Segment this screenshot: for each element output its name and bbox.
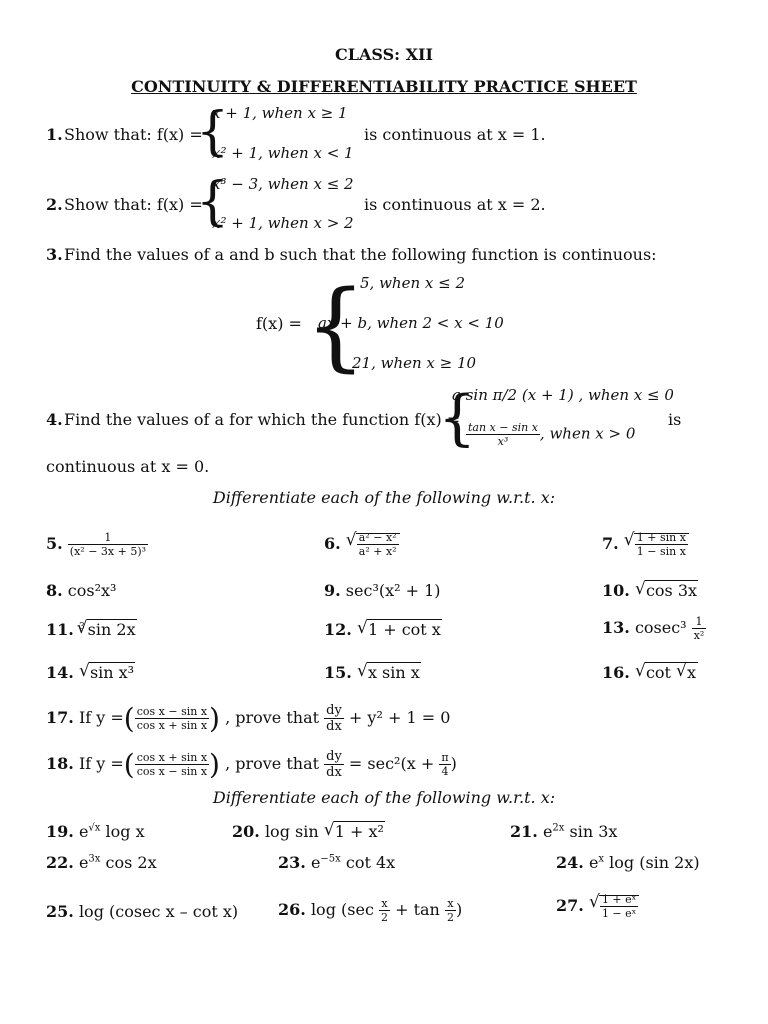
base: e bbox=[310, 853, 321, 872]
expression: log x bbox=[100, 822, 145, 841]
case-2: ax + b, when 2 < x < 10 bbox=[318, 314, 504, 332]
question-tail: is bbox=[668, 410, 682, 429]
question-21 bbox=[510, 822, 617, 841]
dy: dy bbox=[326, 703, 342, 718]
section-heading: Differentiate each of the following w.r.t. x: bbox=[212, 788, 556, 807]
case-1: a sin π/2 (x + 1) , when x ≤ 0 bbox=[452, 386, 674, 404]
question-number: 19. bbox=[46, 822, 74, 841]
question-5 bbox=[46, 532, 148, 557]
inner-expression: 1 + x² bbox=[334, 822, 384, 841]
expression: log (sin 2x) bbox=[604, 853, 700, 872]
expression: log (cosec x – cot x) bbox=[78, 902, 239, 921]
expression: cos 3x bbox=[645, 581, 698, 600]
question-13 bbox=[602, 616, 706, 641]
denominator: cos x − sin x bbox=[136, 765, 208, 778]
question-6 bbox=[324, 532, 400, 557]
left-brace: { bbox=[196, 102, 230, 162]
expression: sin 3x bbox=[564, 822, 618, 841]
question-number: 12. bbox=[324, 620, 352, 639]
class-label: CLASS: XII bbox=[334, 45, 433, 64]
question-number: 10. bbox=[602, 581, 630, 600]
question-14 bbox=[46, 663, 135, 682]
case-1: 5, when x ≤ 2 bbox=[360, 274, 465, 292]
denominator: x² bbox=[693, 629, 705, 642]
question-18: 18. If y =( $\frac{\text{cos x + sin x}}{\text{cos x − sin x}}$ ) , prove that $\frac{dy}{dx}$ = sec²(x + $\frac{\pi}{4}$ ) bbox=[46, 748, 457, 781]
question-11 bbox=[46, 620, 137, 639]
question-number: 22. bbox=[46, 853, 74, 872]
case-3: 21, when x ≥ 10 bbox=[352, 354, 477, 372]
base: e bbox=[78, 822, 89, 841]
question-tail: is continuous at x = 1. bbox=[364, 125, 546, 144]
question-27 bbox=[556, 894, 639, 919]
denominator: 2 bbox=[381, 911, 388, 924]
question-16 bbox=[602, 663, 698, 682]
case-2-numerator: tan x − sin x bbox=[468, 421, 538, 434]
expression: cosec³ bbox=[634, 618, 687, 637]
denominator: cos x + sin x bbox=[136, 719, 208, 732]
expression: 1 + cot x bbox=[367, 620, 441, 639]
numerator: √ 1 + sin x bbox=[636, 531, 686, 544]
dx: dx bbox=[326, 719, 342, 734]
question-number: 20. bbox=[232, 822, 260, 841]
expression: log sin bbox=[264, 822, 324, 841]
numerator: cos x + sin x bbox=[136, 751, 208, 764]
question-7 bbox=[602, 532, 689, 557]
pi-denominator: 4 bbox=[441, 765, 449, 778]
question-12 bbox=[324, 620, 442, 639]
expression: sin 2x bbox=[87, 620, 136, 639]
question-number: 13. bbox=[602, 618, 630, 637]
dx: dx bbox=[326, 765, 342, 780]
base: e bbox=[588, 853, 599, 872]
case-2: x² + 1, when x > 2 bbox=[212, 214, 354, 232]
numerator: cos x − sin x bbox=[136, 705, 208, 718]
question-number: 6. bbox=[324, 534, 341, 553]
question-26 bbox=[278, 898, 462, 923]
expression: cot bbox=[645, 663, 677, 682]
pi: π bbox=[441, 751, 449, 764]
base: e bbox=[542, 822, 553, 841]
expression: cos²x³ bbox=[67, 581, 117, 600]
case-2-denominator: x³ bbox=[497, 435, 509, 448]
question-15 bbox=[324, 663, 421, 682]
question-text: If y = bbox=[78, 708, 124, 727]
expression: x sin x bbox=[367, 663, 420, 682]
exponent: √x bbox=[88, 822, 101, 834]
question-text: Show that: f(x) = bbox=[64, 195, 203, 214]
question-number: 17. bbox=[46, 708, 74, 727]
case-2 bbox=[466, 422, 635, 447]
left-brace: { bbox=[196, 172, 230, 232]
left-brace: { bbox=[305, 270, 367, 382]
question-number: 26. bbox=[278, 900, 306, 919]
numerator: 1 bbox=[68, 532, 148, 545]
denominator: (x² − 3x + 5)³ bbox=[69, 545, 147, 558]
expression: cot 4x bbox=[340, 853, 396, 872]
question-number: 24. bbox=[556, 853, 584, 872]
close-paren: ) bbox=[450, 754, 457, 773]
question-number: 18. bbox=[46, 754, 74, 773]
question-tail: is continuous at x = 2. bbox=[364, 195, 546, 214]
exponent: 3x bbox=[88, 853, 101, 865]
question-text: If y = bbox=[78, 754, 124, 773]
question-number: 3. bbox=[46, 245, 63, 264]
question-number: 5. bbox=[46, 534, 63, 553]
expression: log (sec bbox=[310, 900, 374, 919]
numerator: x bbox=[379, 898, 390, 911]
denominator: a² + x² bbox=[358, 545, 397, 558]
question-text: Find the values of a and b such that the following function is continuous: bbox=[64, 245, 657, 264]
question-24 bbox=[556, 853, 700, 872]
question-number: 11. bbox=[46, 620, 74, 639]
case-2: x² + 1, when x < 1 bbox=[212, 144, 354, 162]
expression: sin x³ bbox=[89, 663, 135, 682]
denominator: 1 − eˣ bbox=[601, 907, 637, 920]
question-9 bbox=[324, 581, 441, 600]
question-8 bbox=[46, 581, 116, 600]
question-number: 4. bbox=[46, 410, 63, 429]
expression: cos 2x bbox=[100, 853, 157, 872]
question-mid: , prove that bbox=[225, 754, 320, 773]
question-number: 8. bbox=[46, 581, 63, 600]
base: e bbox=[78, 853, 89, 872]
question-number: 14. bbox=[46, 663, 74, 682]
question-23 bbox=[278, 853, 395, 872]
inner-expression: x bbox=[687, 663, 697, 682]
exponent: 2x bbox=[552, 822, 565, 834]
root-index: 3 bbox=[78, 621, 85, 632]
case-1: x³ − 3, when x ≤ 2 bbox=[212, 175, 354, 193]
case-1: x + 1, when x ≥ 1 bbox=[212, 104, 348, 122]
exponent: x bbox=[598, 853, 605, 865]
question-number: 16. bbox=[602, 663, 630, 682]
exponent: −5x bbox=[320, 853, 341, 865]
question-25 bbox=[46, 902, 238, 921]
question-17: 17. If y =( $\frac{\text{cos x − sin x}}{\text{cos x + sin x}}$ ) , prove that $\frac{dy}{dx}$ + y² + 1 = 0 bbox=[46, 702, 451, 735]
numerator: 1 bbox=[692, 616, 707, 629]
question-number: 7. bbox=[602, 534, 619, 553]
function-lhs: f(x) = bbox=[256, 314, 302, 333]
question-continuation: continuous at x = 0. bbox=[46, 457, 210, 476]
question-text: Find the values of a for which the function f(x) = bbox=[64, 410, 461, 429]
question-number: 21. bbox=[510, 822, 538, 841]
question-tail: + y² + 1 = 0 bbox=[348, 708, 451, 727]
sheet-title: CONTINUITY & DIFFERENTIABILITY PRACTICE SHEET bbox=[131, 77, 637, 96]
expression: sec³(x² + 1) bbox=[345, 581, 441, 600]
question-mid: , prove that bbox=[225, 708, 320, 727]
case-2-tail: , when x > 0 bbox=[539, 424, 636, 443]
question-10 bbox=[602, 581, 698, 600]
operator: + tan bbox=[395, 900, 440, 919]
question-number: 15. bbox=[324, 663, 352, 682]
question-number: 25. bbox=[46, 902, 74, 921]
numerator: √ a² − x² bbox=[358, 531, 397, 544]
question-number: 23. bbox=[278, 853, 306, 872]
question-text: Show that: f(x) = bbox=[64, 125, 203, 144]
denominator: 2 bbox=[446, 911, 454, 924]
question-number: 27. bbox=[556, 896, 584, 915]
close-paren: ) bbox=[455, 900, 463, 919]
numerator: √ 1 + eˣ bbox=[601, 893, 637, 906]
question-number: 1. bbox=[46, 125, 63, 144]
left-brace: { bbox=[438, 383, 477, 453]
question-number: 2. bbox=[46, 195, 63, 214]
dy: dy bbox=[326, 749, 342, 764]
section-heading: Differentiate each of the following w.r.t. x: bbox=[212, 488, 556, 507]
question-20 bbox=[232, 822, 385, 841]
denominator: 1 − sin x bbox=[636, 545, 686, 558]
question-19 bbox=[46, 822, 145, 841]
question-number: 9. bbox=[324, 581, 341, 600]
question-22 bbox=[46, 853, 157, 872]
numerator: x bbox=[445, 898, 456, 911]
question-tail: = sec²(x + bbox=[348, 754, 435, 773]
